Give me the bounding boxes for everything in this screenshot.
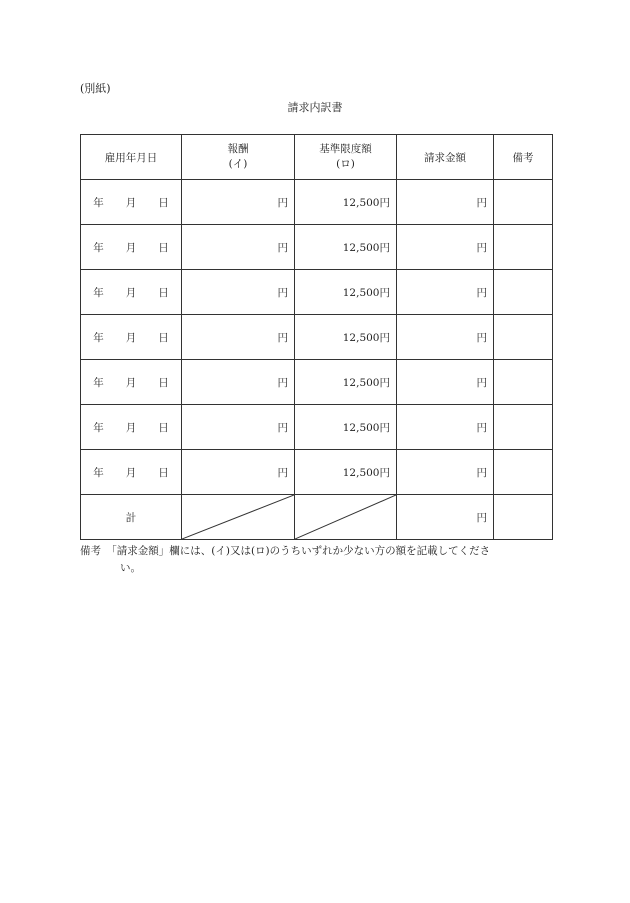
employment-date-cell[interactable]: [81, 225, 182, 270]
year-label: 年: [93, 466, 104, 479]
day-label: 日: [158, 196, 169, 209]
month-label: 月: [125, 241, 137, 254]
header-claim: 請求金額: [397, 135, 494, 180]
employment-date-cell[interactable]: [81, 180, 182, 225]
header-employment-date: 雇用年月日: [81, 135, 182, 180]
table-row: [81, 180, 553, 225]
year-label: 年: [93, 196, 104, 209]
limit-cell: 12,500円: [295, 405, 397, 450]
diagonal-line: [295, 495, 396, 539]
claim-cell[interactable]: 円: [397, 450, 494, 495]
table-row: [81, 270, 553, 315]
employment-date-cell[interactable]: [81, 360, 182, 405]
claim-cell[interactable]: 円: [397, 405, 494, 450]
month-label: 月: [125, 286, 137, 299]
employment-date-cell[interactable]: [81, 270, 182, 315]
remarks-cell[interactable]: [494, 180, 553, 225]
document-title: 請求内訳書: [287, 101, 343, 114]
day-label: 日: [158, 421, 169, 434]
table-row: [81, 225, 553, 270]
employment-date-cell[interactable]: [81, 405, 182, 450]
total-remuneration-crossed-cell: [182, 495, 295, 540]
remarks-note-line1: 備考 「請求金額」欄には、(イ)又は(ロ)のうちいずれか少ない方の額を記載してくださ: [80, 545, 491, 557]
total-limit-crossed-cell: [295, 495, 397, 540]
limit-cell: 12,500円: [295, 450, 397, 495]
month-label: 月: [125, 376, 137, 389]
remuneration-cell[interactable]: 円: [182, 360, 295, 405]
month-label: 月: [125, 331, 137, 344]
claim-cell[interactable]: 円: [397, 225, 494, 270]
claim-breakdown-table: [80, 134, 553, 540]
remarks-cell[interactable]: [494, 270, 553, 315]
header-remuneration-mark: (イ): [228, 158, 248, 170]
table-row: [81, 450, 553, 495]
header-limit-label: 基準限度額: [319, 143, 372, 155]
day-label: 日: [158, 376, 169, 389]
remarks-cell[interactable]: [494, 315, 553, 360]
table-row: [81, 315, 553, 360]
remuneration-cell[interactable]: 円: [182, 315, 295, 360]
header-remarks: 備考: [494, 135, 553, 180]
remuneration-cell[interactable]: 円: [182, 450, 295, 495]
claim-cell[interactable]: 円: [397, 180, 494, 225]
total-claim-cell[interactable]: 円: [397, 495, 494, 540]
claim-cell[interactable]: 円: [397, 270, 494, 315]
month-label: 月: [125, 466, 137, 479]
remarks-cell[interactable]: [494, 405, 553, 450]
month-label: 月: [125, 196, 137, 209]
limit-cell: 12,500円: [295, 180, 397, 225]
header-remuneration-label: 報酬: [227, 143, 249, 155]
remuneration-cell[interactable]: 円: [182, 225, 295, 270]
limit-cell: 12,500円: [295, 270, 397, 315]
remuneration-cell[interactable]: 円: [182, 180, 295, 225]
day-label: 日: [158, 241, 169, 254]
limit-cell: 12,500円: [295, 315, 397, 360]
header-limit: [295, 135, 397, 180]
attachment-label: (別紙): [80, 82, 111, 95]
remuneration-cell[interactable]: 円: [182, 270, 295, 315]
employment-date-cell[interactable]: [81, 315, 182, 360]
day-label: 日: [158, 466, 169, 479]
claim-cell[interactable]: 円: [397, 315, 494, 360]
day-label: 日: [158, 331, 169, 344]
year-label: 年: [93, 241, 104, 254]
table-row: [81, 405, 553, 450]
day-label: 日: [158, 286, 169, 299]
employment-date-cell[interactable]: [81, 450, 182, 495]
limit-cell: 12,500円: [295, 360, 397, 405]
total-remarks-cell[interactable]: [494, 495, 553, 540]
year-label: 年: [93, 421, 104, 434]
remarks-cell[interactable]: [494, 225, 553, 270]
remarks-cell[interactable]: [494, 360, 553, 405]
total-label: 計: [81, 495, 182, 540]
year-label: 年: [93, 286, 104, 299]
claim-cell[interactable]: 円: [397, 360, 494, 405]
year-label: 年: [93, 331, 104, 344]
month-label: 月: [125, 421, 137, 434]
remarks-note: [80, 543, 560, 577]
remarks-cell[interactable]: [494, 450, 553, 495]
remarks-note-line2: い。: [120, 562, 141, 574]
diagonal-line: [182, 495, 294, 539]
header-limit-mark: (ロ): [336, 158, 355, 170]
header-remuneration: [182, 135, 295, 180]
limit-cell: 12,500円: [295, 225, 397, 270]
total-row: [81, 495, 553, 540]
table-row: [81, 360, 553, 405]
header-row: [81, 135, 553, 180]
year-label: 年: [93, 376, 104, 389]
remuneration-cell[interactable]: 円: [182, 405, 295, 450]
